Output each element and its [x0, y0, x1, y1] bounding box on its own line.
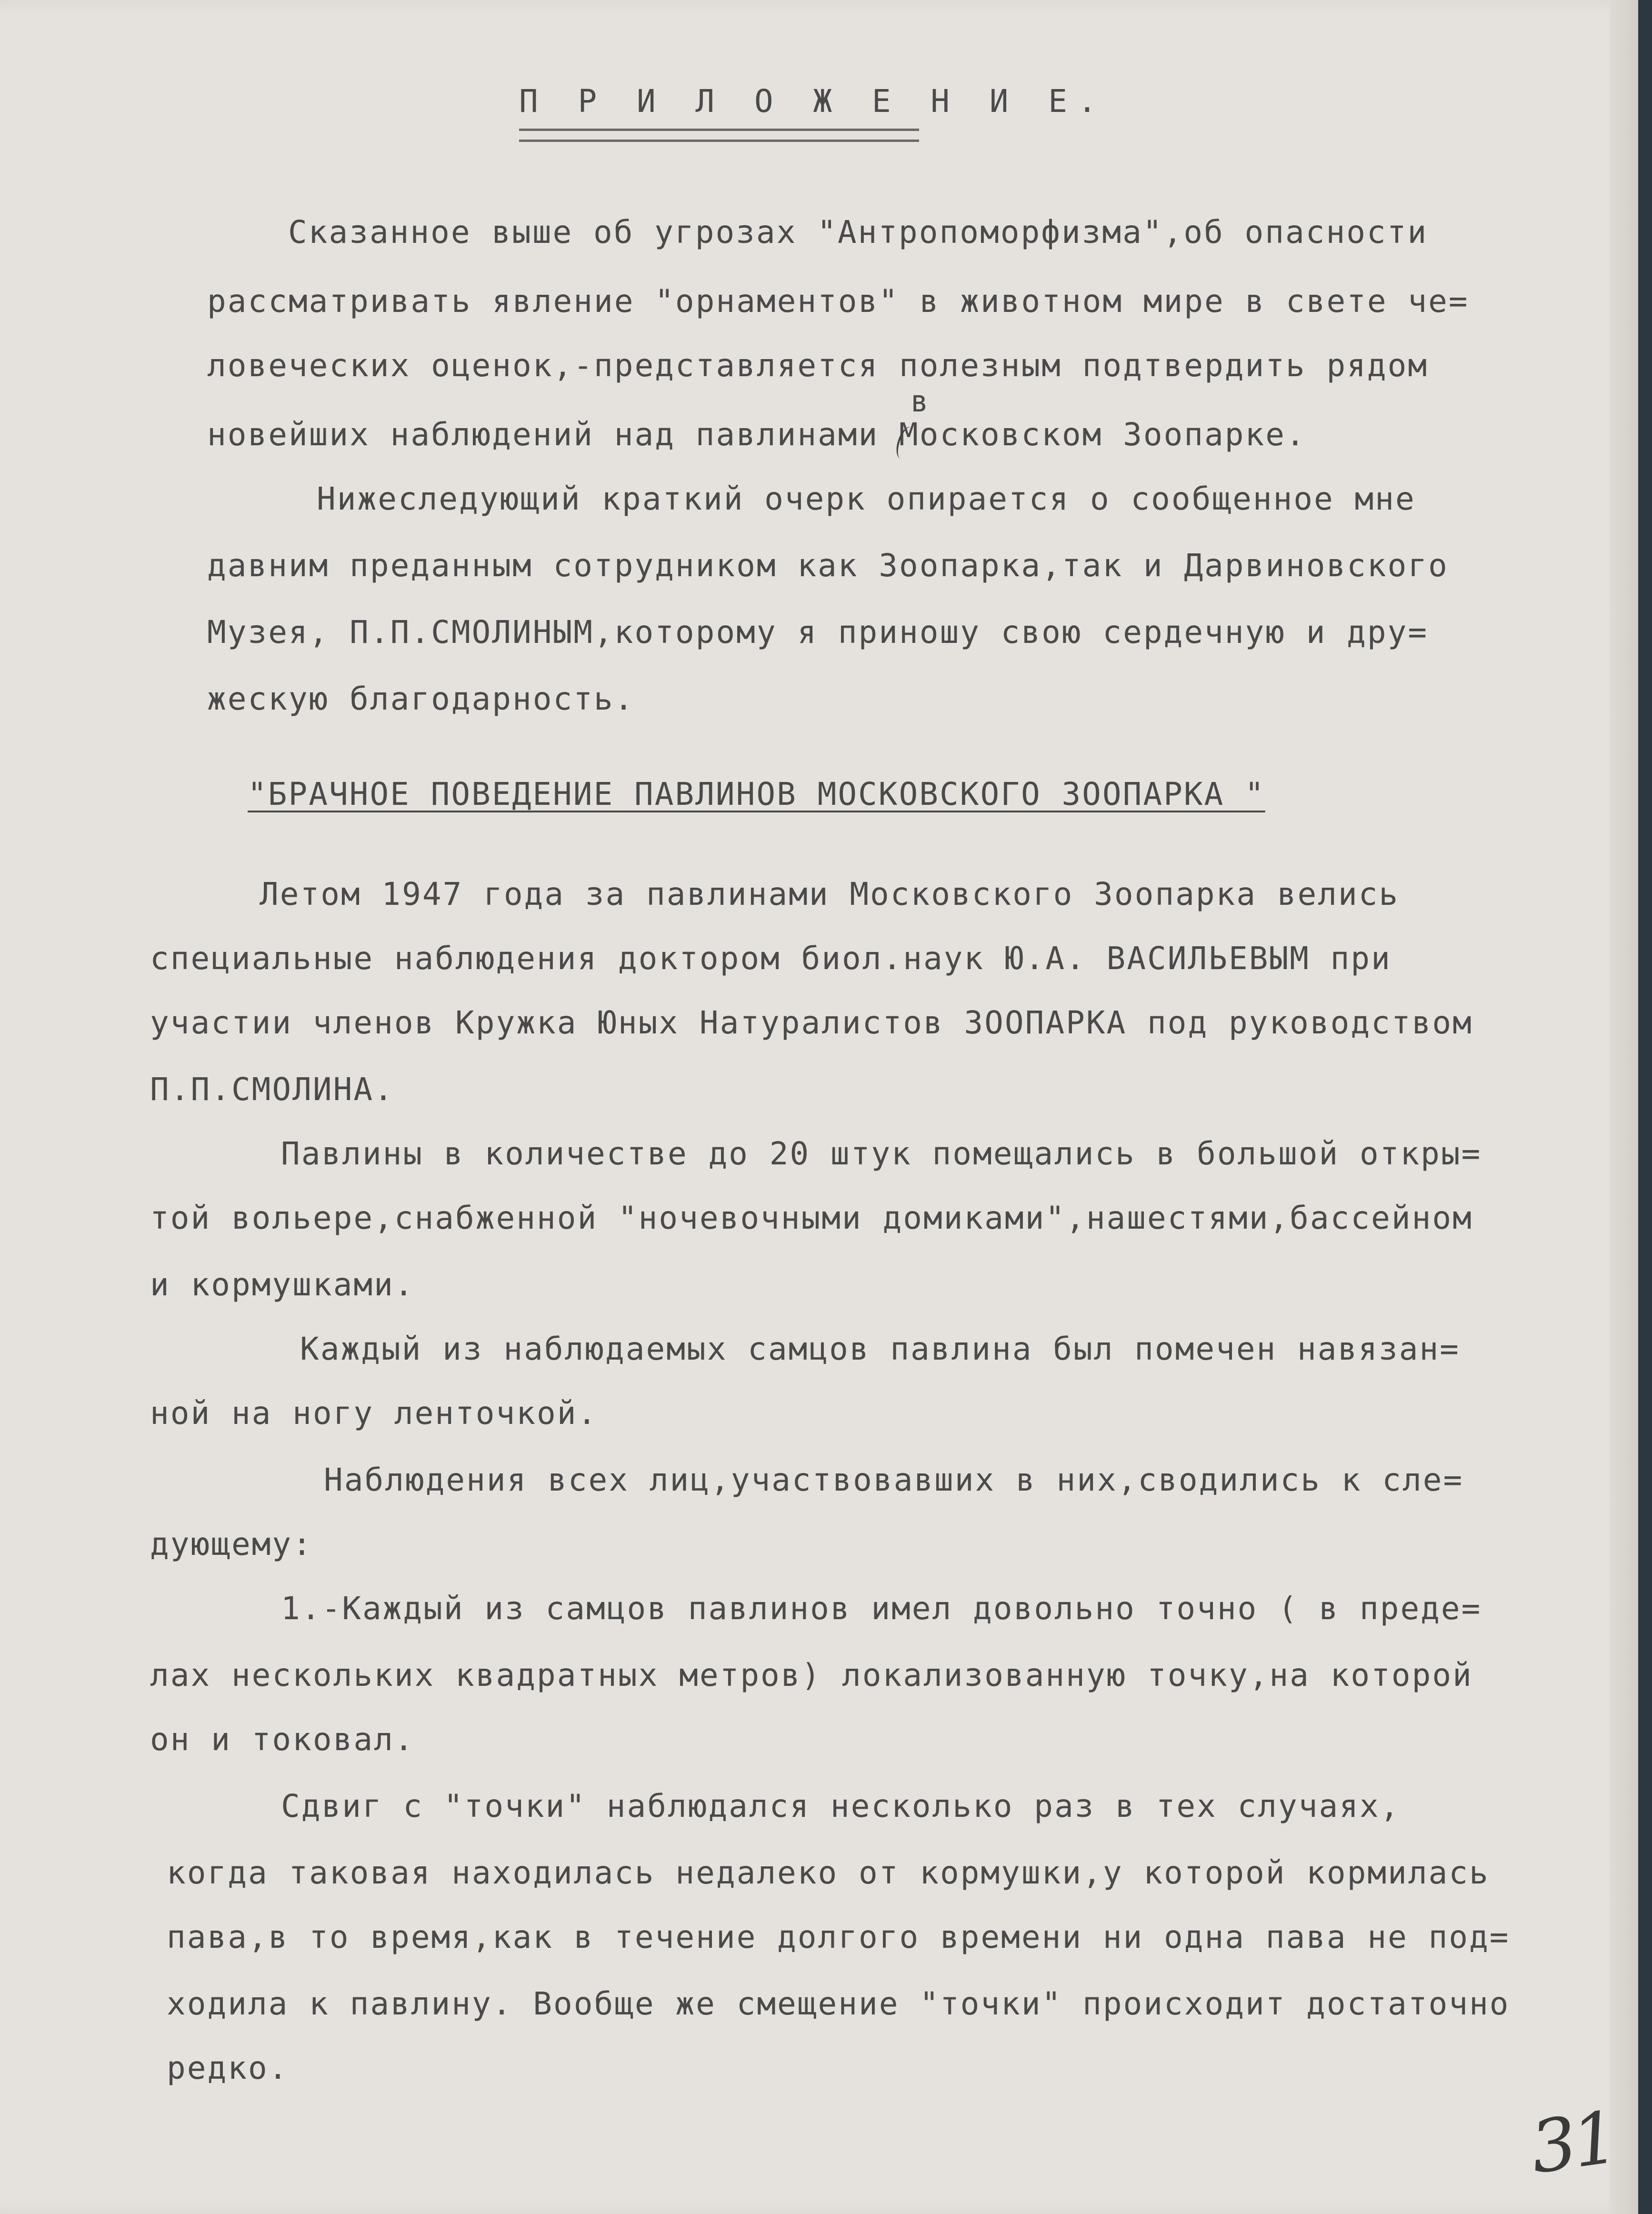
- body-line: П.П.СМОЛИНА.: [150, 1071, 394, 1108]
- body-line: лах нескольких квадратных метров) локализованную точку,на которой: [150, 1657, 1473, 1693]
- body-line: 1.-Каждый из самцов павлинов имел довольно точно ( в преде=: [281, 1590, 1482, 1627]
- body-line: той вольере,снабженной "ночевочными домиками",нашестями,бассейном: [150, 1200, 1473, 1236]
- intro-line: ловеческих оценок,-представляется полезным подтвердить рядом: [207, 347, 1429, 384]
- body-line: ходила к павлину. Вообще же смещение "точки" происходит достаточно: [167, 1985, 1510, 2022]
- body-line: Наблюдения всех лиц,участвовавших в них,сводились к сле=: [324, 1462, 1464, 1498]
- handwritten-page-number: 31: [1525, 2096, 1620, 2190]
- body-line: ной на ногу ленточкой.: [150, 1395, 598, 1432]
- background-strip: [1638, 0, 1652, 2214]
- body-line: пава,в то время,как в течение долгого времени ни одна пава не под=: [167, 1919, 1510, 1955]
- body-line: он и токовал.: [150, 1721, 415, 1758]
- intro-line: давним преданным сотрудником как Зоопарка,так и Дарвиновского: [207, 547, 1449, 584]
- body-line: Павлины в количестве до 20 штук помещались в большой откры=: [281, 1135, 1482, 1172]
- intro-line: Сказанное выше об угрозах "Антропоморфизма",об опасности: [288, 214, 1428, 250]
- body-line: Каждый из наблюдаемых самцов павлина был помечен навязан=: [300, 1331, 1460, 1367]
- body-line: участии членов Кружка Юных Натуралистов ЗООПАРКА под руководством: [150, 1004, 1473, 1041]
- body-line: дующему:: [150, 1526, 313, 1563]
- title-double-underline: [519, 129, 919, 142]
- body-line: специальные наблюдения доктором биол.наук Ю.А. ВАСИЛЬЕВЫМ при: [150, 940, 1392, 977]
- intro-line: жескую благодарность.: [207, 681, 635, 717]
- handwritten-insert: в: [911, 384, 929, 419]
- document-title: П Р И Л О Ж Е Н И Е.: [519, 83, 1107, 120]
- body-line: и кормушками.: [150, 1266, 415, 1303]
- intro-line: Музея, П.П.СМОЛИНЫМ,которому я приношу свою сердечную и дру=: [207, 614, 1429, 651]
- body-line: Летом 1947 года за павлинами Московского Зоопарка велись: [260, 876, 1400, 912]
- page-edge: [1610, 0, 1638, 2214]
- intro-line: Нижеследующий краткий очерк опирается о сообщенное мне: [317, 481, 1416, 517]
- body-line: когда таковая находилась недалеко от кормушки,у которой кормилась: [167, 1854, 1490, 1891]
- intro-line: рассматривать явление "орнаментов" в животном мире в свете че=: [207, 283, 1469, 320]
- intro-line: новейших наблюдений над павлинами Московском Зоопарке.: [207, 416, 1306, 453]
- section-heading: "БРАЧНОЕ ПОВЕДЕНИЕ ПАВЛИНОВ МОСКОВСКОГО ЗООПАРКА ": [248, 776, 1265, 812]
- body-line: Сдвиг с "точки" наблюдался несколько раз в тех случаях,: [281, 1788, 1401, 1824]
- body-line: редко.: [167, 2050, 289, 2086]
